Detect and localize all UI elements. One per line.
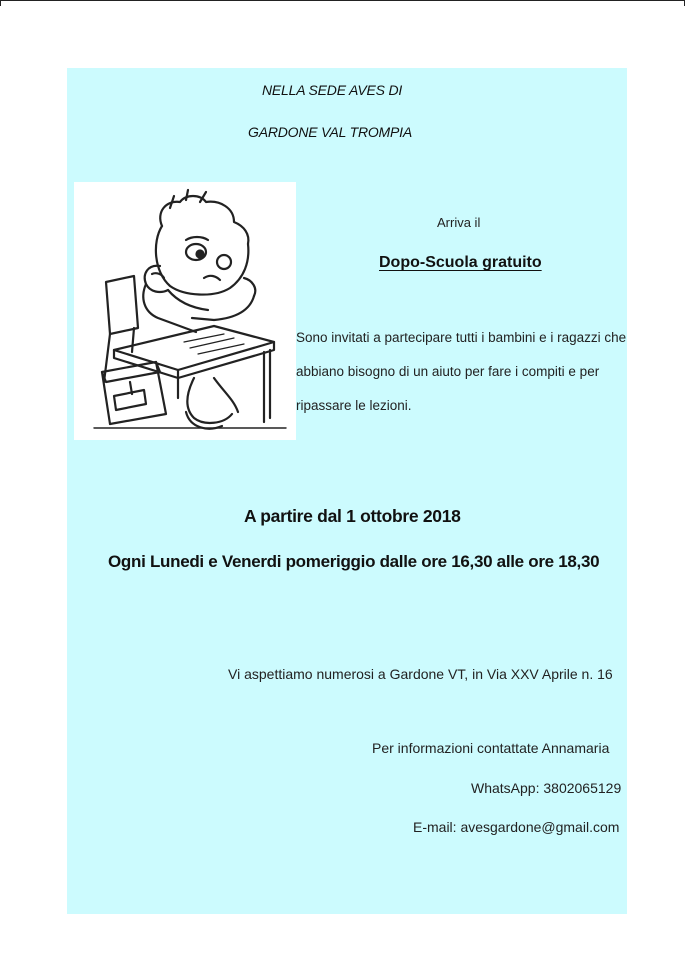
arriva-text: Arriva il bbox=[437, 215, 481, 230]
student-at-desk-illustration bbox=[74, 182, 296, 440]
description-line-1: Sono invitati a partecipare tutti i bambini e i ragazzi che bbox=[296, 330, 627, 345]
dopo-scuola-title: Dopo-Scuola gratuito bbox=[379, 254, 542, 271]
top-border-line bbox=[0, 0, 685, 1]
whatsapp-text: WhatsApp: 3802065129 bbox=[471, 780, 622, 796]
left-border-tick bbox=[0, 0, 1, 6]
header-line-1: NELLA SEDE AVES DI bbox=[262, 82, 403, 98]
description-line-3: ripassare le lezioni. bbox=[296, 398, 412, 413]
contact-info-text: Per informazioni contattate Annamaria bbox=[372, 740, 610, 756]
email-text: E-mail: avesgardone@gmail.com bbox=[413, 819, 620, 835]
schedule-days-text: Ogni Lunedi e Venerdi pomeriggio dalle ore 16,30 alle ore 18,30 bbox=[108, 552, 600, 571]
header-line-2: GARDONE VAL TROMPIA bbox=[248, 124, 412, 140]
description-line-2: abbiano bisogno di un aiuto per fare i compiti e per bbox=[296, 364, 600, 379]
location-text: Vi aspettiamo numerosi a Gardone VT, in Via XXV Aprile n. 16 bbox=[228, 666, 613, 682]
start-date-text: A partire dal 1 ottobre 2018 bbox=[244, 506, 461, 526]
